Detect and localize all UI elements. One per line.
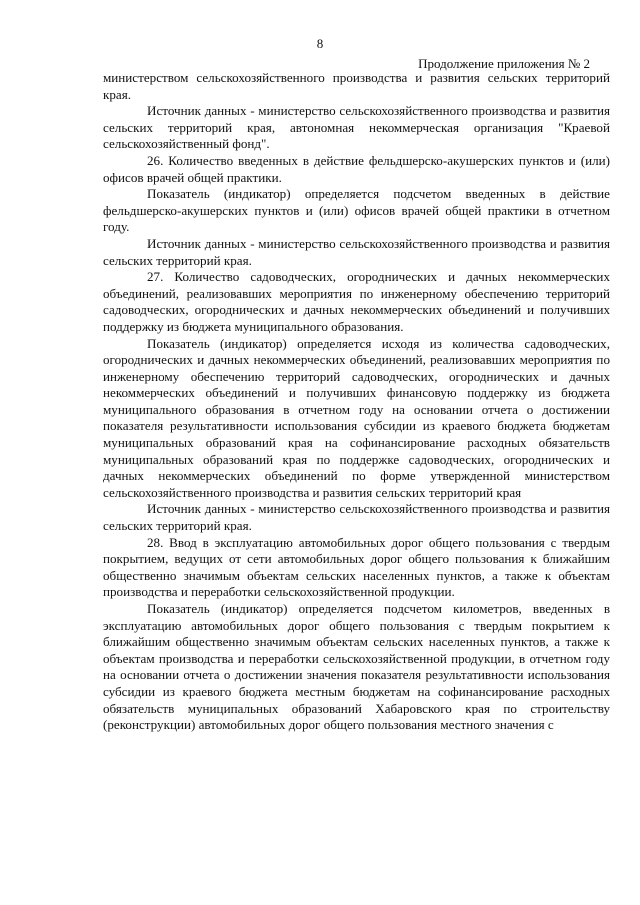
document-body [103, 70, 610, 734]
paragraph-indicator-28: Показатель (индикатор) определяется подсчетом километров, введенных в эксплуатацию автомобильных дорог общего пользования с твердым покрытием к ближайшим общественно значимым объектам сельских населенных пунктов, а также к объектам производства и переработки сельскохозяйственной продукции, в отчетном году на основании отчета о достижении значения показателя результативности использования субсидии из краевого бюджета местным бюджетам на софинансирование расходных обязательств муниципальных образований Хабаровского края по строительству (реконструкции) автомобильных дорог общего пользования местного значения с [103, 601, 610, 733]
paragraph-source-26: Источник данных - министерство сельскохозяйственного производства и развития сельских территорий края. [103, 235, 610, 268]
paragraph-source-27: Источник данных - министерство сельскохозяйственного производства и развития сельских территорий края. [103, 501, 610, 534]
page-number: 8 [316, 36, 324, 51]
paragraph-item-28: 28. Ввод в эксплуатацию автомобильных дорог общего пользования с твердым покрытием, ведущих от сети автомобильных дорог общего пользования к ближайшим общественно значимым объектам сельских населенных пунктов, а также к объектам производства и переработки сельскохозяйственной продукции. [103, 534, 610, 600]
paragraph-item-27: 27. Количество садоводческих, огороднических и дачных некоммерческих объединений, реализовавших мероприятия по инженерному обеспечению территорий садоводческих, огороднических и дачных некоммерческих объединений и получивших поддержку из бюджета муниципального образования. [103, 269, 610, 334]
appendix-continuation-note: Продолжение приложения № 2 [418, 56, 590, 71]
paragraph-indicator-27: Показатель (индикатор) определяется исходя из количества садоводческих, огороднических и дачных некоммерческих объединений, реализовавших мероприятия по инженерному обеспечению территорий садоводческих, огороднических и дачных некоммерческих объединений и получивших финансовую поддержку из бюджета муниципального образования в отчетном году на основании отчета о достижении показателя результативности использования субсидии из краевого бюджета бюджетам муниципальных образований края на софинансирование расходных обязательств муниципальных образований края по поддержке садоводческих, огороднических и дачных некоммерческих объединений по форме утвержденной министерством сельскохозяйственного производства и развития сельских территорий края [103, 335, 610, 500]
paragraph-indicator-26: Показатель (индикатор) определяется подсчетом введенных в действие фельдшерско-акушерских пунктов и (или) офисов врачей общей практики в отчетном году. [103, 186, 610, 235]
paragraph-source-25: Источник данных - министерство сельскохозяйственного производства и развития сельских территорий края, автономная некоммерческая организация "Краевой сельскохозяйственный фонд". [103, 103, 610, 152]
paragraph-continuation: министерством сельскохозяйственного производства и развития сельских территорий края. [103, 70, 610, 102]
paragraph-item-26: 26. Количество введенных в действие фельдшерско-акушерских пунктов и (или) офисов врачей общей практики. [103, 152, 610, 185]
